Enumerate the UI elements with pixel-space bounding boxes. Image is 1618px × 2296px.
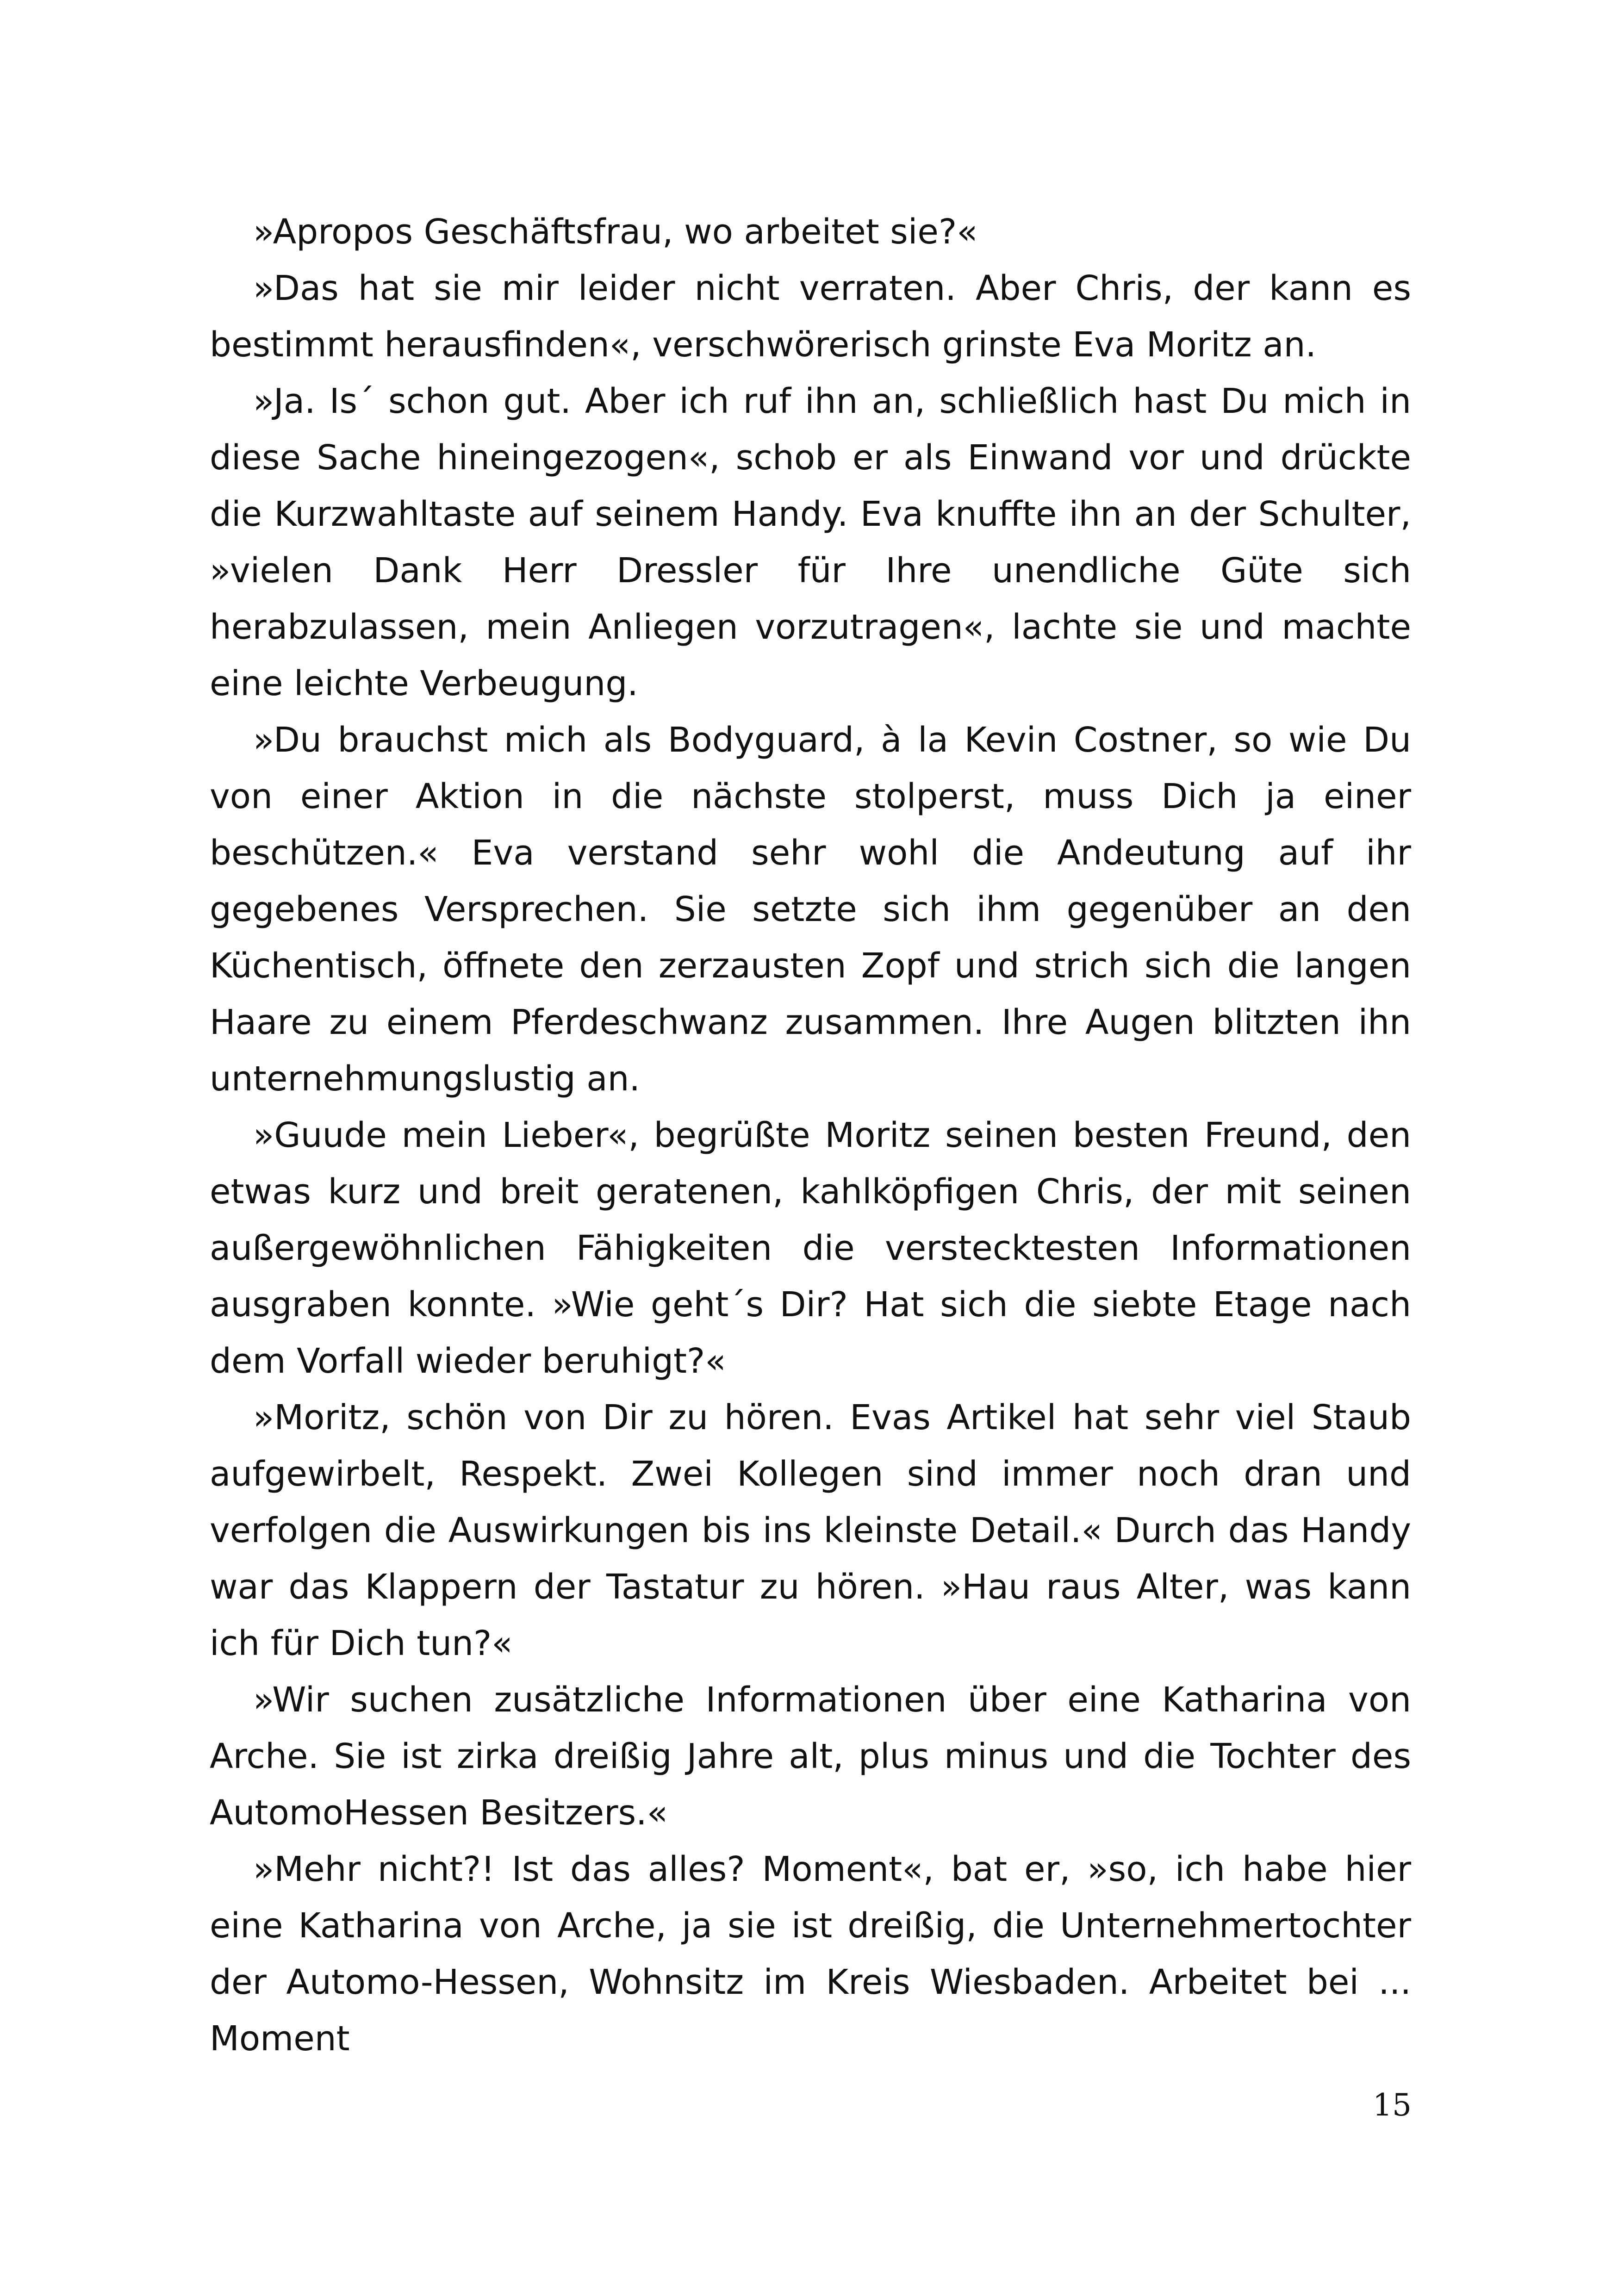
paragraph: »Moritz, schön von Dir zu hören. Evas Artikel hat sehr viel Staub aufgewirbelt, Respekt. Zwei Kollegen sind immer noch dran und verfolgen die Auswirkungen bis ins kleinste Detail.« Durch das Handy war das Klappern der Tastatur zu hören. »Hau raus Alter, was kann ich für Dich tun?« [210, 1398, 1411, 1663]
body-text [210, 204, 1411, 2067]
paragraph: »Apropos Geschäftsfrau, wo arbeitet sie?« [253, 212, 978, 252]
paragraph: »Du brauchst mich als Bodyguard, à la Kevin Costner, so wie Du von einer Aktion in die nächste stolperst, muss Dich ja einer beschützen.« Eva verstand sehr wohl die Andeutung auf ihr gegebenes Versprechen. Sie setzte sich ihm gegenüber an den Küchentisch, öffnete den zerzausten Zopf und strich sich die langen Haare zu einem Pferdeschwanz zusammen. Ihre Augen blitzten ihn unternehmungslustig an. [210, 720, 1411, 1099]
paragraph: »Wir suchen zusätzliche Informationen über eine Katharina von Arche. Sie ist zirka dreißig Jahre alt, plus minus und die Tochter des AutomoHessen Besitzers.« [210, 1680, 1411, 1833]
paragraph: »Guude mein Lieber«, begrüßte Moritz seinen besten Freund, den etwas kurz und breit geratenen, kahlköpfigen Chris, der mit seinen außergewöhnlichen Fähigkeiten die verstecktesten Informationen ausgraben konnte. »Wie geht´s Dir? Hat sich die siebte Etage nach dem Vorfall wieder beruhigt?« [210, 1115, 1411, 1381]
paragraph: »Ja. Is´ schon gut. Aber ich ruf ihn an, schließlich hast Du mich in diese Sache hineingezogen«, schob er als Einwand vor und drückte die Kurzwahltaste auf seinem Handy. Eva knuffte ihn an der Schulter, »vielen Dank Herr Dressler für Ihre unendliche Güte sich herabzulassen, mein Anliegen vorzutragen«, lachte sie und machte eine leichte Verbeugung. [210, 381, 1411, 703]
paragraph: »Das hat sie mir leider nicht verraten. Aber Chris, der kann es bestimmt herausfinden«, verschwörerisch grinste Eva Moritz an. [210, 268, 1411, 365]
paragraph-last: »Mehr nicht?! Ist das alles? Moment«, bat er, »so, ich habe hier eine Katharina von Arche, ja sie ist dreißig, die Unternehmertochter der Automo-Hessen, Wohnsitz im Kreis Wiesbaden. Arbeitet bei ... Moment [210, 1849, 1411, 2059]
page-number: 15 [1373, 2087, 1412, 2123]
